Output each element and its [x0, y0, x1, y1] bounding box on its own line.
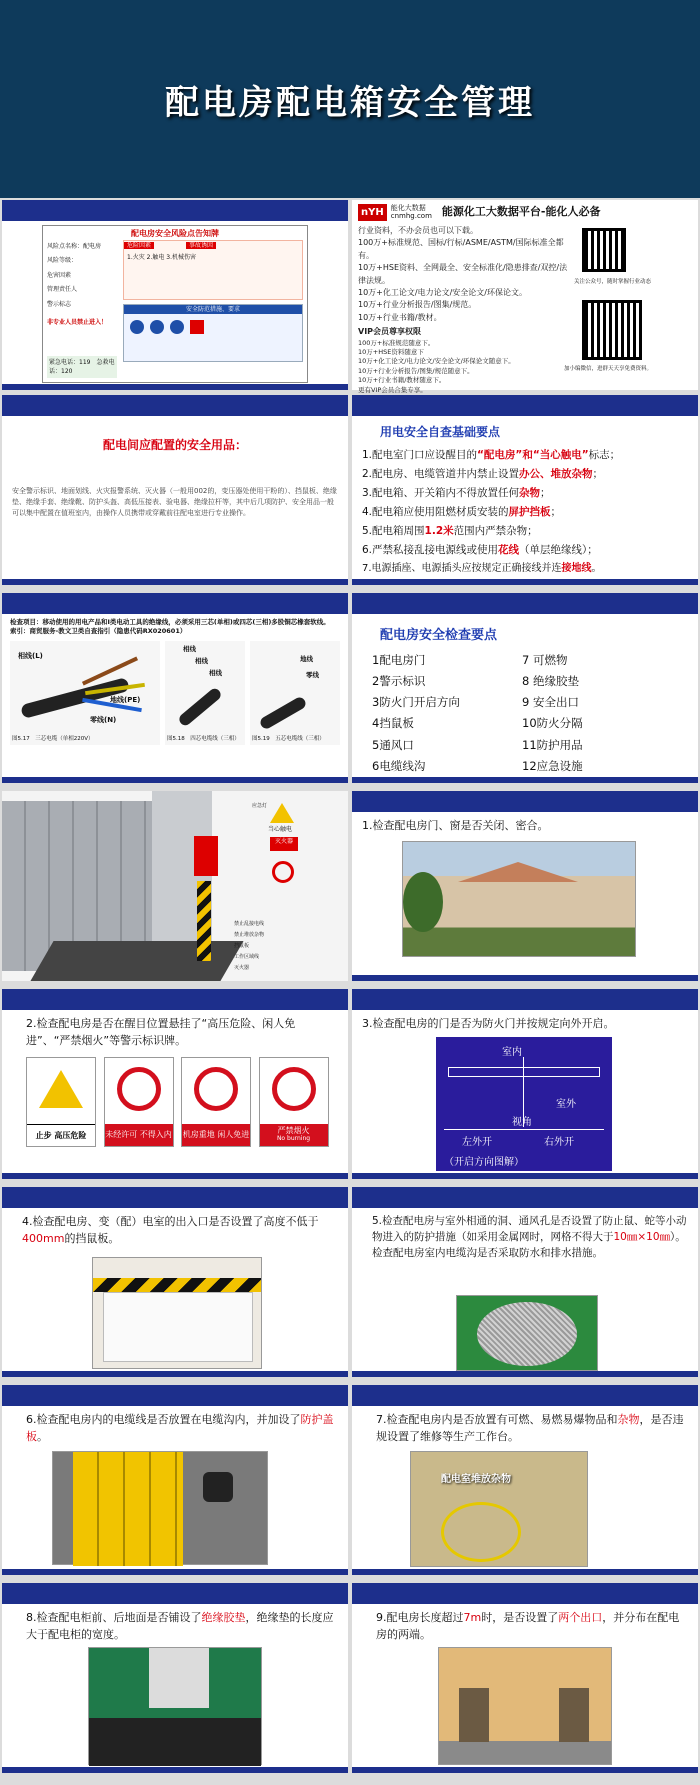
slide-footer-bar [352, 1173, 698, 1179]
slide-body-text: 安全警示标识、地面划线、火灾报警系统、灭火器（一般用002的，变压器处使用干粉的）、挡鼠板、绝缘垫、绝缘手套、绝缘靴、防护头盔、高低压接表、验电器、绝缘拉杆等，其中后几项防护、安全用品一般可以集中配置在值班室内，由操作人员携带或穿戴前往配电室进行专业操作。 [12, 487, 337, 517]
sign-caption: 未经许可 不得入内 [105, 1124, 173, 1146]
warn-text: 非专业人员禁止进入！ [47, 318, 108, 326]
slide-risk-notice [2, 200, 348, 390]
slide-header-bar [352, 1583, 698, 1604]
risk-notice-card [42, 225, 308, 383]
rat-guard-photo [92, 1257, 262, 1369]
slide-footer-bar [2, 384, 348, 390]
vip-line: 10万+化工论文/电力论文/安全论文/环保论文随意下。 [358, 357, 515, 366]
list-item: 2警示标识 [372, 673, 426, 688]
hazard-list: 1.火灾 2.触电 3.机械伤害 [127, 254, 196, 261]
check-text: 1.检查配电房门、窗是否关闭、密合。 [362, 819, 549, 832]
slide-footer-bar [352, 579, 698, 585]
slide-footer-bar [2, 1173, 348, 1179]
high-voltage-sign [26, 1057, 96, 1147]
no-idle-sign [181, 1057, 251, 1147]
list-item: 7 可燃物 [522, 652, 568, 667]
label-risk-name: 风险点名称：配电房 [47, 243, 102, 250]
slide-footer-bar [352, 1371, 698, 1377]
check-item: 2.配电房、电缆管道井内禁止设置办公、堆放杂物； [362, 467, 604, 480]
hazard-box [123, 240, 303, 300]
ad-line: 行业资料，不办会员也可以下载。 [358, 226, 478, 235]
slide-header-bar [2, 200, 348, 221]
slide-header-bar [352, 593, 698, 614]
emergency-phones: 紧急电话：119 急救电话：120 [47, 356, 117, 378]
list-item: 6电缆线沟 [372, 758, 426, 773]
check-item: 6.严禁私接乱接电源线或使用花线（单层绝缘线）； [362, 544, 598, 557]
check-text: 2.检查配电房是否在醒目位置悬挂了“高压危险、闲人免进”、“严禁烟火”等警示标识牌。 [26, 1017, 296, 1047]
list-item: 11防护用品 [522, 737, 583, 752]
substation-building-photo [402, 841, 636, 957]
logo-name: 能化大数据 [390, 203, 426, 212]
slide-header-bar [352, 1385, 698, 1406]
slide-footer-bar [352, 1767, 698, 1773]
slide-rat-guard-check [2, 1187, 348, 1377]
label: 应急灯 [252, 803, 268, 809]
qr-note: 加小编微信，进群天天享免费资料。 [564, 366, 653, 372]
slide-heading: 用电安全自查基础要点 [380, 425, 501, 439]
building-exits-photo [438, 1647, 612, 1765]
ad-title: 能源化工大数据平台-能化人必备 [441, 205, 601, 219]
cable-figures [10, 641, 340, 751]
diagram-label: 视角 [512, 1117, 532, 1128]
clutter-room-photo [410, 1451, 588, 1567]
list-item: 9 安全出口 [522, 695, 579, 709]
label: 禁止乱接电线 [234, 921, 265, 927]
label-manager: 管理责任人 [47, 286, 78, 294]
no-pedestrian-icon [194, 1067, 238, 1111]
slide-heading: 配电间应配置的安全用品： [102, 438, 247, 452]
check-item-text: 检查项目：移动使用的用电产品和I类电动工具的绝缘线，必须采用三芯(单相)或四芯(三相)多股铜芯橡套软线。 [10, 618, 330, 626]
slide-footer-bar [2, 579, 348, 585]
label: 灭火器 [234, 965, 250, 971]
slide-warning-signs-check [2, 989, 348, 1179]
ad-line: 10万+化工论文/电力论文/安全论文/环保论文。 [358, 287, 527, 297]
sign-caption: 止步 高压危险 [27, 1124, 95, 1146]
slide-self-check-points [352, 395, 698, 585]
electric-hazard-icon [270, 803, 294, 823]
four-core-cable-figure: 相线 相线 相线 图5.18 四芯电缆线（三相） [165, 641, 245, 745]
slide-flammables-check [352, 1385, 698, 1575]
diagram-caption: （开启方向图解） [444, 1157, 524, 1168]
logo-url: cnmhg.com [390, 211, 432, 220]
rat-guard [197, 881, 211, 961]
no-entry-sign [104, 1057, 174, 1147]
vip-line: 更有VIP会员合集专享。 [358, 385, 427, 394]
lightning-warning-icon [39, 1070, 83, 1108]
qr-code-editor [582, 300, 642, 360]
cause-label: 事故诱因 [186, 242, 216, 249]
diagram-label: 室内 [502, 1047, 522, 1058]
slide-cable-trench-check [2, 1385, 348, 1575]
label-hazard: 危害因素 [47, 271, 72, 279]
label: 挡鼠板 [234, 943, 250, 949]
label-risk-level: 风险等级： [47, 257, 78, 265]
vent-mesh-photo [456, 1295, 598, 1371]
sign-row [12, 1057, 338, 1147]
slide-header-bar [2, 1385, 348, 1406]
slide-cable-types [2, 593, 348, 783]
three-core-cable-figure: 相线(L) 地线(PE) 零线(N) 图5.17 三芯电缆（单相220V） [10, 641, 160, 745]
slide-inspection-list [352, 593, 698, 783]
helmet-icon [130, 320, 144, 334]
slide-room-illustration [2, 791, 348, 981]
check-item: 7.电源插座、电源插头应按规定正确接线并连接地线。 [362, 563, 602, 575]
qr-note: 关注公众号，随时掌握行业动态 [574, 279, 652, 285]
extinguisher-sign: 灭火器 [270, 837, 298, 851]
qr-code-wechat-account [582, 228, 626, 272]
slide-safety-supplies [2, 395, 348, 585]
list-item: 12应急设施 [522, 758, 583, 773]
measures-title: 安全防范措施、要求 [124, 305, 302, 314]
slide-header-bar [2, 395, 348, 416]
floor-mat [30, 941, 243, 981]
photo-label: 配电室堆放杂物 [441, 1474, 511, 1485]
slide-platform-ad [352, 200, 698, 394]
label-warning: 警示标志 [47, 300, 72, 308]
vip-line: 10万+行业书籍/教材随意下。 [358, 376, 446, 385]
slide-footer-bar [352, 975, 698, 981]
door-frame [448, 1067, 600, 1077]
check-item: 3.配电箱、开关箱内不得放置任何杂物； [362, 487, 551, 500]
slide-header-bar [352, 395, 698, 416]
check-text: 6.检查配电房内的电缆线是否放置在电缆沟内，并加设了防护盖板。 [26, 1413, 334, 1443]
slide-heading: 配电房安全检查要点 [380, 628, 498, 643]
slide-header-bar [2, 1583, 348, 1604]
vip-line: 10万+HSE资料随意下 [358, 347, 424, 356]
logo-icon: nYH [358, 204, 387, 221]
check-text: 3.检查配电房的门是否为防火门并按规定向外开启。 [362, 1017, 615, 1030]
diagram-label: 左外开 [462, 1137, 492, 1148]
vip-line: 10万+行业分析报告/图集/规范随意下。 [358, 366, 474, 375]
card-left-column [47, 240, 119, 330]
slide-header-bar [352, 791, 698, 812]
slide-footer-bar [2, 1371, 348, 1377]
sign-caption: 机房重地 闲人免进 [182, 1124, 250, 1146]
slide-vent-check [352, 1187, 698, 1377]
sign-label: 当心触电 [268, 826, 293, 833]
door-direction-diagram [436, 1037, 612, 1171]
list-item: 5通风口 [372, 737, 414, 752]
slide-header-bar [2, 593, 348, 614]
extinguisher-icon [190, 320, 204, 334]
list-item: 8 绝缘胶垫 [522, 673, 579, 688]
vip-title: VIP会员尊享权限 [358, 327, 422, 337]
list-item: 4挡鼠板 [372, 716, 414, 731]
list-item: 1配电房门 [372, 652, 426, 667]
slide-exits-check [352, 1583, 698, 1773]
slide-header-bar [352, 989, 698, 1010]
list-item: 10防火分隔 [522, 716, 583, 731]
slide-footer-bar [2, 777, 348, 783]
inspection-grid [362, 652, 688, 776]
insulation-mat-photo [88, 1647, 262, 1765]
ad-line: 10万+HSE资料、全网最全、安全标准化/隐患排查/双控/法律法规。 [358, 263, 568, 285]
hazard-label: 危险因素 [124, 242, 154, 249]
cable-trench-cover-photo [52, 1451, 268, 1565]
slide-insulation-mat-check [2, 1583, 348, 1773]
ad-line: 10万+行业分析报告/图集/规范。 [358, 300, 477, 310]
diagram-label: 室外 [556, 1099, 576, 1110]
page-title: 配电房配电箱安全管理 [165, 82, 535, 123]
check-item: 1.配电室门口应设醒目的“配电房”和“当心触电”标志； [362, 448, 621, 461]
slide-header-bar [352, 1187, 698, 1208]
slide-footer-bar [2, 1569, 348, 1575]
ad-line: 100万+标准规范、国标/行标/ASME/ASTM/国际标准全都有。 [358, 238, 564, 260]
five-core-cable-figure: 地线 零线 图5.19 五芯电缆线（三相） [250, 641, 340, 745]
check-item: 5.配电箱周围1.2米范围内严禁杂物； [362, 525, 538, 538]
card-title: 配电房安全风险点告知牌 [131, 229, 219, 238]
check-text: 8.检查配电柜前、后地面是否铺设了绝缘胶垫，绝缘垫的长度应大于配电柜的宽度。 [26, 1611, 334, 1641]
vip-line: 100万+标准规范随意下。 [358, 338, 435, 347]
no-fire-sign [259, 1057, 329, 1147]
check-item: 4.配电箱应使用阻燃材质安装的屏护挡板； [362, 506, 562, 519]
no-entry-icon [117, 1067, 161, 1111]
slide-header-bar [2, 1187, 348, 1208]
prohibit-icon [272, 861, 294, 883]
title-banner [0, 0, 700, 198]
diagram-label: 右外开 [544, 1137, 574, 1148]
check-text: 9.配电房长度超过7m时，是否设置了两个出口，并分布在配电房的两端。 [376, 1611, 680, 1641]
label: 工作区域线 [234, 954, 260, 960]
boots-icon [170, 320, 184, 334]
slide-door-window-check [352, 791, 698, 981]
slide-fire-door-check [352, 989, 698, 1179]
slide-footer-bar [352, 1569, 698, 1575]
slide-footer-bar [352, 777, 698, 783]
sign-caption: 严禁烟火 No burning [260, 1124, 328, 1146]
extinguisher-cabinet [194, 836, 218, 876]
label: 禁止堆放杂物 [234, 932, 265, 938]
check-text: 7.检查配电房内是否放置有可燃、易燃易爆物品和杂物，是否违规设置了维修等生产工作台。 [376, 1413, 684, 1443]
measures-box [123, 304, 303, 362]
check-text: 4.检查配电房、变（配）电室的出入口是否设置了高度不低于400mm的挡鼠板。 [22, 1215, 319, 1245]
reference-text: 索引：商贸服务-教文卫类自查指引（隐患代码RX020601） [10, 627, 187, 636]
slide-header-bar [2, 989, 348, 1010]
ad-line: 10万+行业书籍/教材。 [358, 312, 442, 322]
slide-footer-bar [2, 1767, 348, 1773]
list-item: 3防火门开启方向 [372, 695, 460, 709]
gloves-icon [150, 320, 164, 334]
check-text: 5.检查配电房与室外相通的洞、通风孔是否设置了防止鼠、蛇等小动物进入的防护措施（如采用金属网时，网格不得大于10㎜×10㎜）。检查配电房室内电缆沟是否采取防水和排水措施。 [372, 1215, 687, 1259]
no-smoking-icon [272, 1067, 316, 1111]
